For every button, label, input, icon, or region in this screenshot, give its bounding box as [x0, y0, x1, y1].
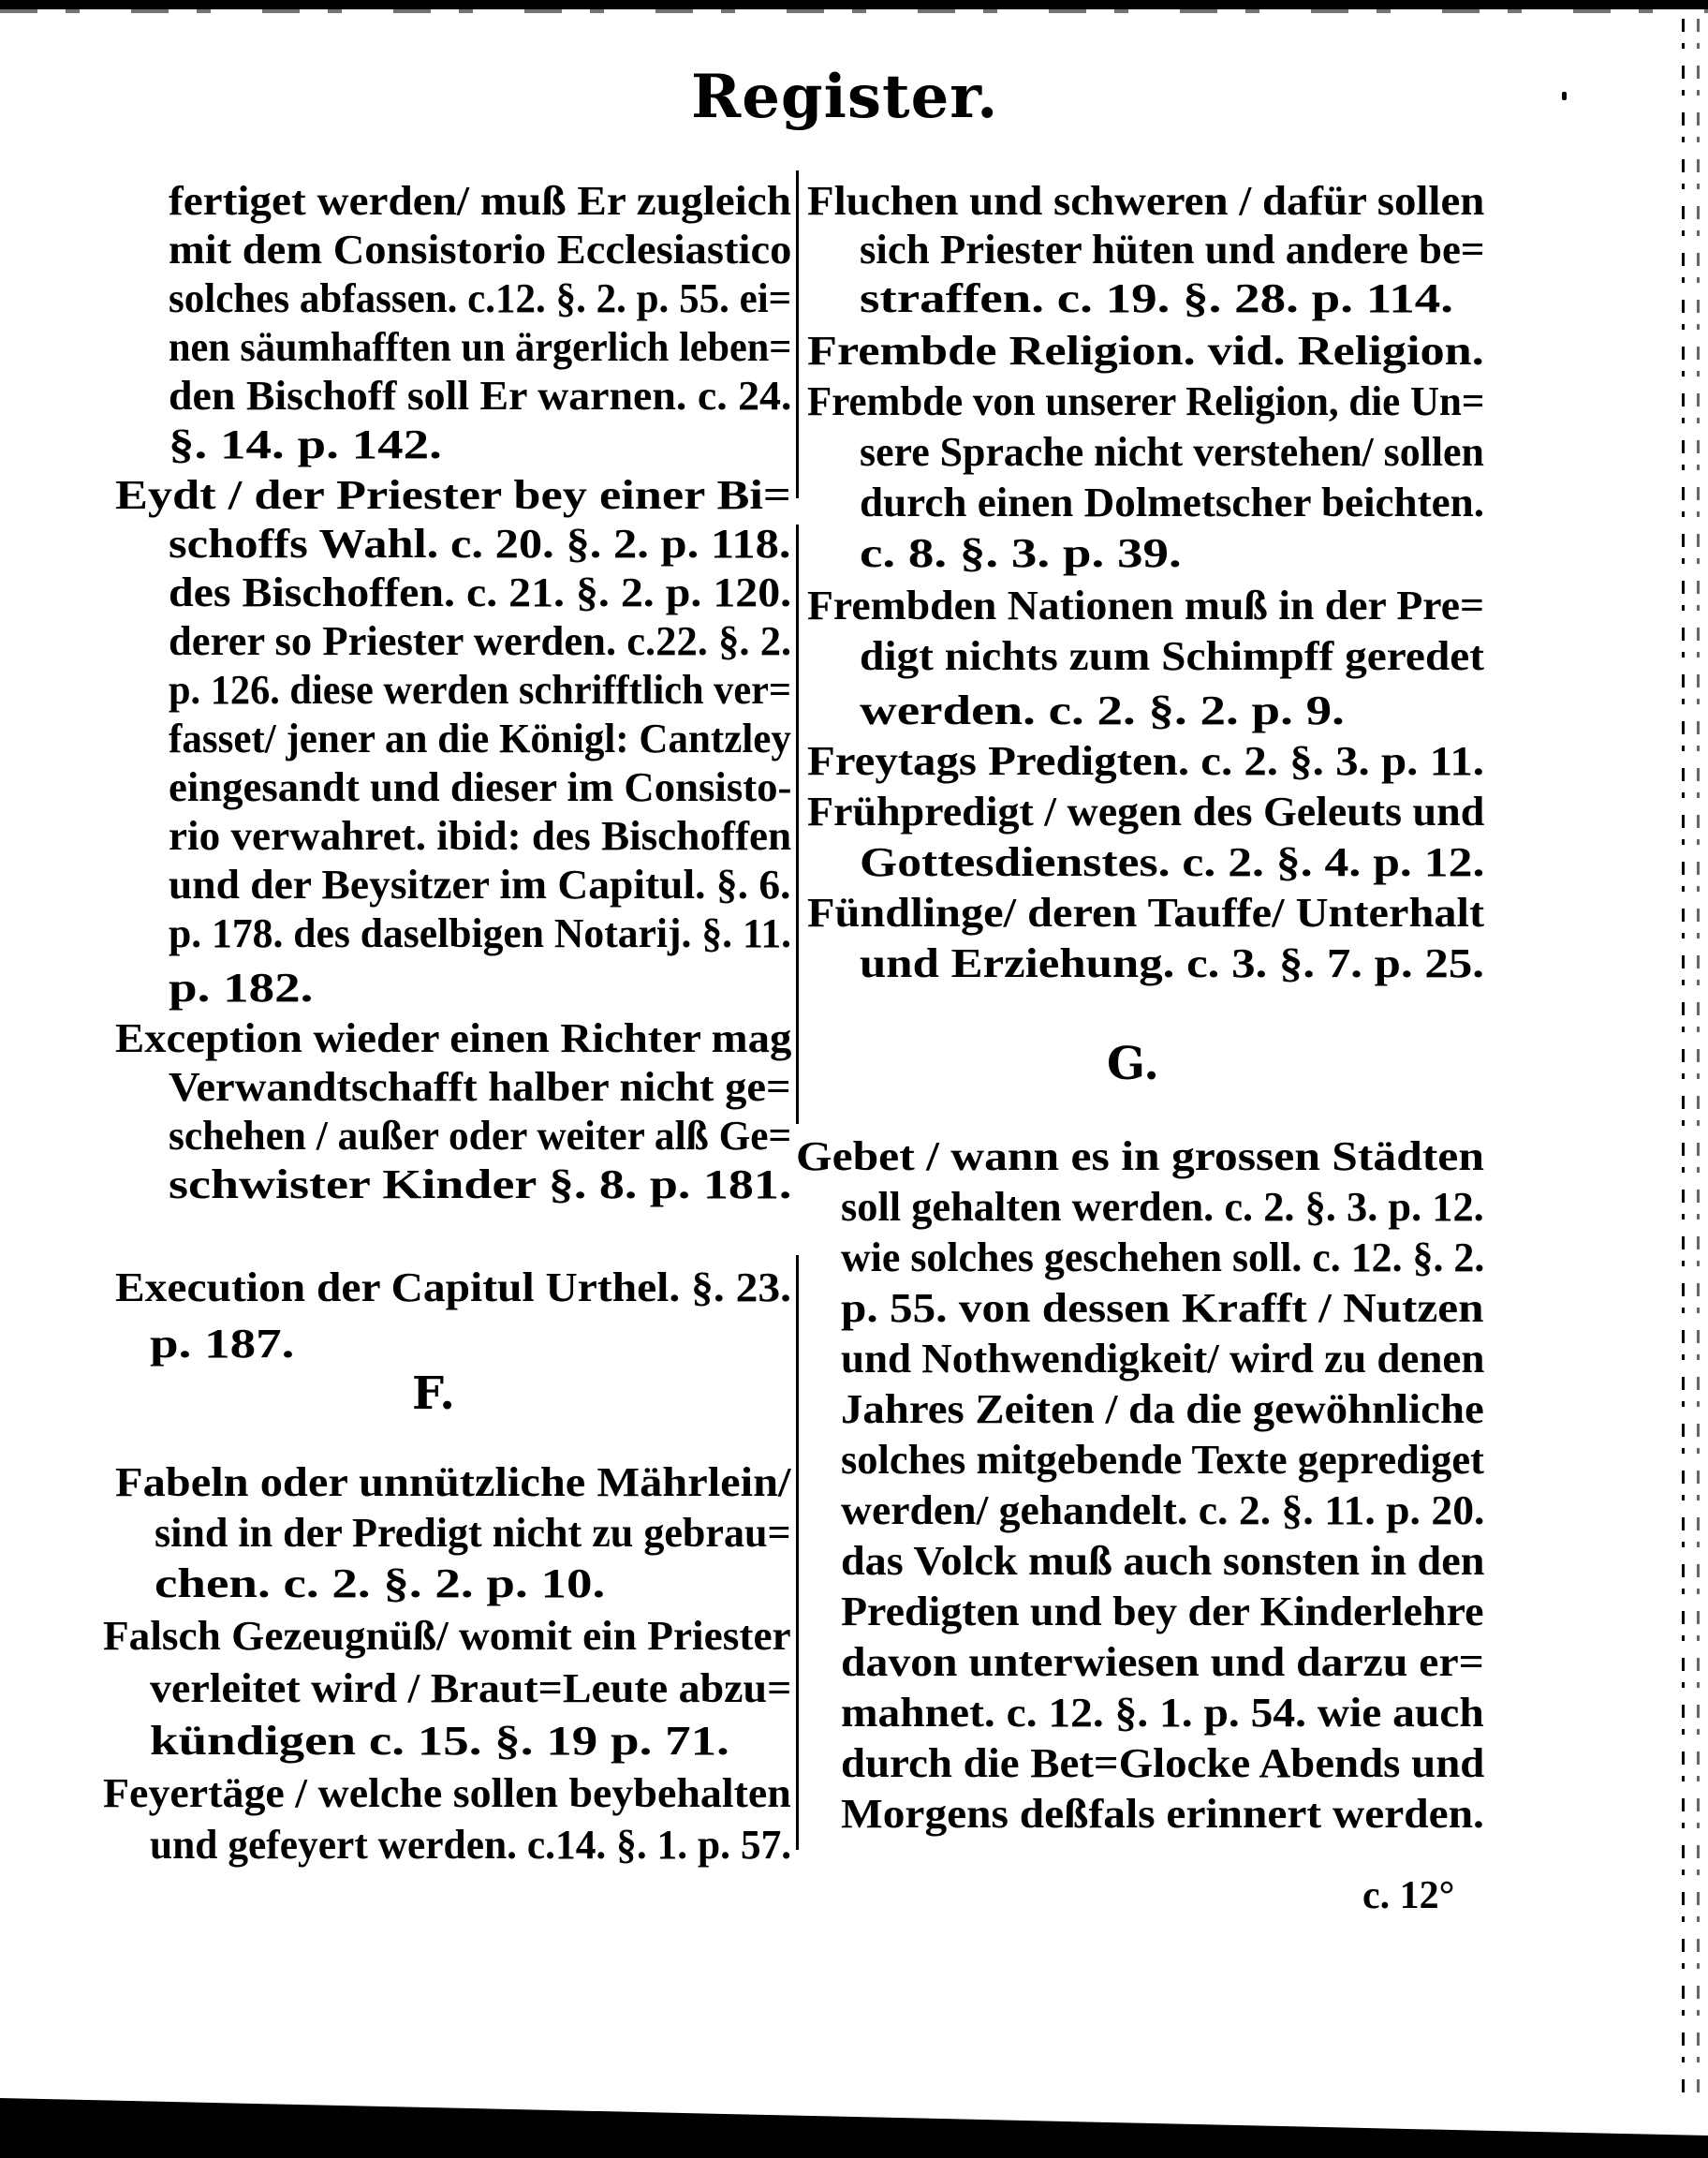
index-line: digt nichts zum Schimpff geredet: [860, 633, 1485, 679]
index-line: chen. c. 2. §. 2. p. 10.: [155, 1560, 606, 1606]
index-line: straffen. c. 19. §. 28. p. 114.: [860, 275, 1453, 321]
index-line: und gefeyert werden. c.14. §. 1. p. 57.: [150, 1822, 792, 1868]
index-line: Predigten und bey der Kinderlehre: [841, 1589, 1484, 1634]
index-line: solches abfassen. c.12. §. 2. p. 55. ei=: [169, 275, 792, 321]
section-letter-f: F.: [412, 1367, 455, 1420]
index-line: p. 182.: [169, 965, 314, 1011]
index-line: den Bischoff soll Er warnen. c. 24.: [169, 373, 792, 419]
index-line: fasset/ jener an die Königl: Cantzley: [169, 716, 791, 761]
index-line: kündigen c. 15. §. 19 p. 71.: [150, 1718, 729, 1764]
index-line: schehen / außer oder weiter alß Ge=: [169, 1113, 792, 1159]
page-edge-right: [1682, 19, 1685, 2098]
index-headword-line: Falsch Gezeugnüß/ womit ein Priester: [103, 1613, 791, 1659]
index-line: durch einen Dolmetscher beichten.: [860, 480, 1484, 525]
index-line: sind in der Predigt nicht zu gebrau=: [155, 1510, 791, 1556]
index-headword-line: Frembde Religion. vid. Religion.: [807, 328, 1484, 374]
index-line: §. 14. p. 142.: [169, 421, 442, 467]
scan-bottom-border: [0, 2098, 1708, 2158]
page-title: Register.: [691, 62, 999, 132]
index-line: Jahres Zeiten / da die gewöhnliche: [841, 1386, 1484, 1432]
index-line: werden. c. 2. §. 2. p. 9.: [860, 687, 1345, 733]
index-line: durch die Bet=Glocke Abends und: [841, 1740, 1485, 1786]
index-line: derer so Priester werden. c.22. §. 2.: [169, 618, 792, 664]
index-line: und der Beysitzer im Capitul. §. 6.: [169, 862, 791, 908]
section-letter-g: G.: [1107, 1038, 1159, 1090]
index-line: nen säumhafften un ärgerlich leben=: [169, 324, 792, 370]
index-line: fertiget werden/ muß Er zugleich: [169, 178, 791, 224]
index-line: und Erziehung. c. 3. §. 7. p. 25.: [860, 940, 1484, 986]
index-line: Gottesdienstes. c. 2. §. 4. p. 12.: [860, 839, 1485, 885]
index-line: solches mitgebende Texte geprediget: [841, 1437, 1484, 1483]
index-line: sere Sprache nicht verstehen/ sollen: [860, 429, 1484, 475]
index-line: davon unterwiesen und darzu er=: [841, 1639, 1484, 1685]
index-line: p. 55. von dessen Krafft / Nutzen: [841, 1285, 1484, 1331]
index-line: p. 187.: [150, 1321, 295, 1367]
index-line: Morgens deßfals erinnert werden.: [841, 1791, 1484, 1837]
index-headword-line: Fluchen und schweren / dafür sollen: [807, 178, 1485, 224]
index-line: und Nothwendigkeit/ wird zu denen: [841, 1336, 1485, 1382]
index-headword-line: Fündlinge/ deren Tauffe/ Unterhalt: [807, 890, 1485, 936]
index-headword-line: Fabeln oder unnützliche Mährlein/: [115, 1459, 791, 1505]
index-line: schwister Kinder §. 8. p. 181.: [169, 1161, 792, 1207]
index-headword-line: Frembde von unserer Religion, die Un=: [807, 378, 1485, 424]
index-headword-line: Freytags Predigten. c. 2. §. 3. p. 11.: [807, 738, 1484, 784]
index-line: schoffs Wahl. c. 20. §. 2. p. 118.: [169, 521, 791, 567]
catchword: c. 12°: [1362, 1874, 1455, 1917]
index-headword-line: Execution der Capitul Urthel. §. 23.: [115, 1264, 791, 1310]
index-headword-line: Feyertäge / welche sollen beybehalten: [103, 1770, 791, 1816]
index-line: verleitet wird / Braut=Leute abzu=: [150, 1665, 792, 1711]
index-headword-line: Eydt / der Priester bey einer Bi=: [115, 472, 791, 518]
scan-top-border: [0, 0, 1708, 9]
index-headword-line: Gebet / wann es in grossen Städten: [796, 1133, 1484, 1179]
page-edge-right-outer: [1697, 19, 1700, 2098]
scan-top-noise: [0, 9, 1708, 13]
index-line: soll gehalten werden. c. 2. §. 3. p. 12.: [841, 1184, 1484, 1230]
index-line: c. 8. §. 3. p. 39.: [860, 530, 1182, 576]
column-divider: [796, 170, 799, 498]
index-headword-line: Frembden Nationen muß in der Pre=: [807, 583, 1485, 628]
index-line: mit dem Consistorio Ecclesiastico: [169, 227, 792, 273]
index-line: des Bischoffen. c. 21. §. 2. p. 120.: [169, 569, 792, 615]
column-divider: [796, 525, 799, 1124]
index-line: werden/ gehandelt. c. 2. §. 11. p. 20.: [841, 1487, 1485, 1533]
index-line: eingesandt und dieser im Consisto-: [169, 764, 792, 810]
index-line: p. 126. diese werden schrifftlich ver=: [169, 667, 792, 713]
index-line: mahnet. c. 12. §. 1. p. 54. wie auch: [841, 1690, 1484, 1736]
index-line: rio verwahret. ibid: des Bischoffen: [169, 813, 792, 859]
column-divider: [796, 1255, 799, 1850]
index-line: p. 178. des daselbigen Notarij. §. 11.: [169, 910, 792, 956]
index-line: das Volck muß auch sonsten in den: [841, 1538, 1485, 1584]
ink-speck: [1562, 92, 1567, 100]
index-line: wie solches geschehen soll. c. 12. §. 2.: [841, 1234, 1485, 1280]
index-headword-line: Exception wieder einen Richter mag: [115, 1015, 792, 1061]
index-headword-line: Frühpredigt / wegen des Geleuts und: [807, 789, 1485, 835]
index-line: Verwandtschafft halber nicht ge=: [169, 1064, 791, 1110]
index-line: sich Priester hüten und andere be=: [860, 227, 1485, 273]
